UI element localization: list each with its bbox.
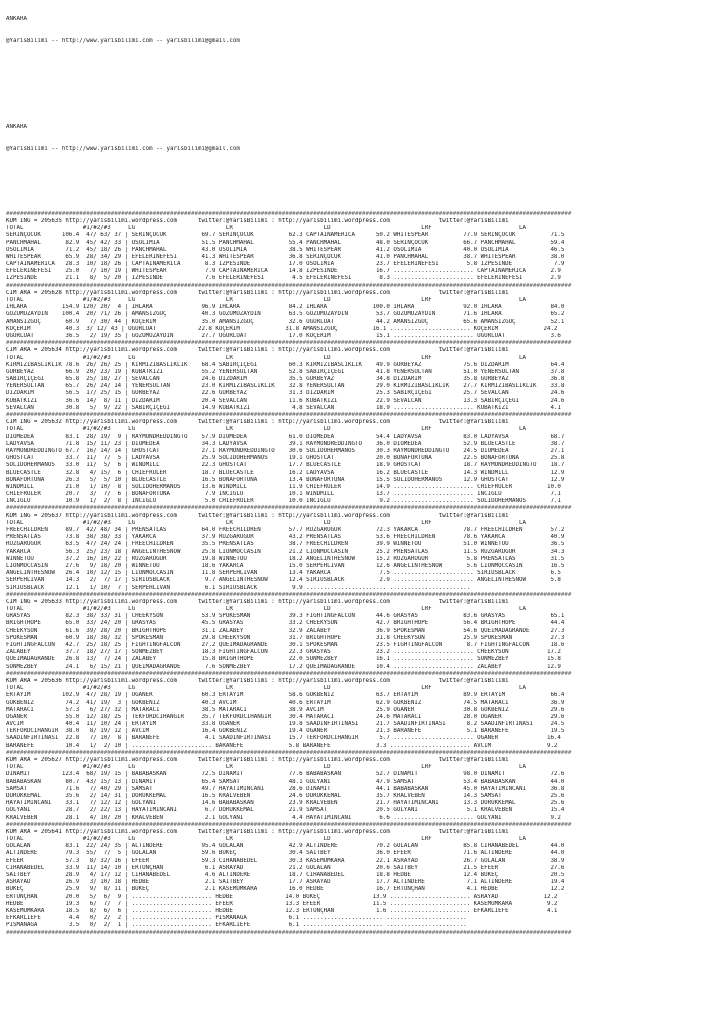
table-row: EFELERINEFESI 25.0 7/ 10/ 19 | WHITESPEAR 7.9 CAPTAINAMERICA 14.8 IZPESINDE 16.7 ....................... CAPTAINAMERICA 2.9 bbox=[6, 268, 561, 275]
race-section bbox=[6, 340, 718, 412]
table-row: WINNETOU 37.2 16/ 10/ 22 | RÜZGARUGUR 19.8 WINNETOU 18.2 ANGELINTHESNOW 15.2 RÜZGARUGUR 5.8 PRENSATLAS 31.5 bbox=[6, 555, 565, 562]
table-row: ALTINDERE 79.3 55/ 7/ 5 | GÖLALAN 59.6 BÜKEÇ 30.4 SAITBEY 36.0 EFEER 71.6 ALTINDERE 44.0 bbox=[6, 850, 565, 857]
table-row: KUBATKIZI 36.6 14/ 8/ 11 | DIZDARIM 20.4 SEVALCAN 11.6 KUBATKIZI 22.9 SEVALCAN 13.3 SABIRÇIÇEGI 24.6 bbox=[6, 397, 565, 404]
table-row: GÖLALAN 83.1 22/ 24/ 35 | ALTINDERE 95.4 GÖLALAN 42.9 ALTINDERE 70.2 GÖLALAN 85.8 CIHANABEDEL 44.0 bbox=[6, 843, 565, 850]
separator-line: ################################################################################################################################################################## bbox=[6, 210, 572, 217]
table-row: OSOLIMIA 71.2 45/ 18/ 26 | PANCHMAHAL 43.0 OSOLIMIA 38.5 WHITESPEAR 41.2 OSOLIMIA 40.0 OSOLIMIA 46.5 bbox=[6, 246, 565, 253]
table-row: CAPTAINAMERICA 28.3 10/ 18/ 26 | CAPTAINAMERICA 8.3 IZPESINDE 17.0 OSOLIMIA 23.7 EFELERINEFESI 5.8 IZPESINDE 7.9 bbox=[6, 261, 565, 268]
separator-line: ################################################################################################################################################################## bbox=[6, 412, 572, 418]
table-row: FIGHTINGFALCON 42.7 25/ 18/ 25 | FIGHTINGFALCON 27.2 QUEIMADAGRANDE 30.1 SPOKESMAN 23.5 FIGHTINGFALCON 8.7 FIGHTINGFALCON 18.6 bbox=[6, 642, 565, 648]
spacer bbox=[6, 103, 718, 110]
table-row: ASRAYAD 26.9 3/ 10/ 18 | HEDBE 2.1 SAITBEY 17.7 ASRAYAD 17.7 ALTINDERE 7.1 ALTINDERE 19.4 bbox=[6, 879, 565, 886]
table-row: PRENSATLAS 73.8 38/ 38/ 33 | YAKARCA 37.9 RÜZGARUGUR 43.2 PRENSATLAS 53.6 FREECHILDREN 78.6 YAKARCA 40.9 bbox=[6, 534, 565, 541]
table-row: BARANEFE 10.4 1/ 2/ 10 | ....................... BARANEFE 5.8 BARANEFE 3.3 ....................... AVCIM 9.2 bbox=[6, 742, 558, 749]
table-row: KOÇERIM 40.3 3/ 12/ 43 | UGURLUAT 22.8 KOÇERIM 31.8 AMANSIZGÜÇ 16.1 ....................... KOÇERIM 24.2 bbox=[6, 325, 558, 332]
race-list bbox=[6, 211, 718, 937]
race-title: CIM ARA = 205634 http://yarisbilimi.wordpress.com twitter:@YarisBilimi : http://yarisbilimi.wordpress.com twitter:@YarisBilimi bbox=[6, 347, 509, 354]
table-row: TEKFORDCIHANGIR 38.0 8/ 19/ 12 | AVCIM 16.4 GÖKBENIZ 19.4 OGANER 21.3 BARANEFE 5.1 BARANEFE 19.5 bbox=[6, 728, 565, 735]
table-row: QUEIMADAGRANDE 26.8 13/ 7/ 24 | ZALABEY 15.8 BRIGHTHOPE 22.0 SÖNMEZBEY 16.1 ....................... SÖNMEZBEY 15.8 bbox=[6, 656, 561, 663]
race-section bbox=[6, 283, 718, 341]
table-row: SERINÇOCUK 106.4 47/ 63/ 37 | SERINÇOCUK 69.7 SERINÇOCUK 62.3 CAPTAINAMERICA 50.2 WHITESPEAR 77.9 SERINÇOCUK 71.5 bbox=[6, 232, 565, 239]
table-row: SABIRÇIÇEGI 65.8 25/ 18/ 27 | SEVALCAN 24.6 DIZDARIM 35.5 GÜRBEYAZ 34.8 DIZDARIM 35.8 GÜRBEYAZ 36.8 bbox=[6, 376, 565, 383]
table-row: PANCHMAHAL 82.9 45/ 42/ 33 | OSOLIMIA 51.5 PANCHMAHAL 55.4 PANCHMAHAL 48.0 SERINÇOCUK 66.7 PANCHMAHAL 59.4 bbox=[6, 239, 565, 246]
table-row: GÖZÜMÜZAYDIN 100.4 20/ 71/ 26 | AMANSIZGÜÇ 40.3 GÖZÜMÜZAYDIN 63.5 GÖZÜMÜZAYDIN 53.7 GÖZÜMÜZAYDIN 71.6 IHLARA 65.2 bbox=[6, 311, 565, 318]
table-row: OGANER 55.0 12/ 18/ 25 | TEKFORDCIHANGIR 35.7 TEKFORDCIHANGIR 30.4 MATARACI 24.6 MATARACI 28.0 OGANER 29.6 bbox=[6, 713, 565, 720]
table-row: HEDBE 19.3 6/ 7/ 7 | ....................... EFEER 13.3 EFEER 11.5 ....................... KASEMUMKARA 9.2 bbox=[6, 900, 558, 907]
table-row: RÜZGARUGUR 63.5 47/ 24/ 24 | FREECHILDREN 35.5 PRENSATLAS 38.7 FREECHILDREN 39.9 WINNETOU 51.0 WINNETOU 36.5 bbox=[6, 541, 565, 548]
table-row: GHOSTCAT 33.7 11/ 7/ 5 | LADYAVSA 25.9 SOLIDOHERMANOS 19.1 GHOSTCAT 20.0 BONAFORTUNA 22.5 BONAFORTUNA 25.8 bbox=[6, 455, 565, 462]
table-row: DORUKKEMAL 35.6 2/ 14/ 31 | DORUKKEMAL 16.5 KRALVEBEN 24.6 DORUKKEMAL 35.7 KRALVEBEN 14.3 SAMSAT 25.6 bbox=[6, 792, 565, 799]
table-row: CHIEFRULER 20.7 3/ 7/ 6 | BONAFORTUNA 7.9 INCIGLU 10.1 WINDMILL 13.7 ....................... INCIGLU 7.1 bbox=[6, 491, 561, 498]
race-title: KUM ARA = 205636 http://yarisbilimi.wordpress.com twitter:@YarisBilimi : http://yarisbilimi.wordpress.com twitter:@YarisBilimi bbox=[6, 677, 509, 684]
table-row: SOLIDOHERMANOS 33.0 11/ 5/ 6 | WINDMILL 22.3 GHOSTCAT 17.7 BLUECASTLE 18.9 GHOSTCAT 18.7 RAYMONDREDDINGTO 18.7 bbox=[6, 462, 565, 469]
column-header: TOTAL #1/#2/#3 LG LR LD LRF LA bbox=[6, 519, 527, 526]
table-row: CHEEKYSON 61.6 39/ 28/ 20 | BRIGHTHOPE 31.1 ZALABEY 32.9 ZALABEY 36.9 SPOKESMAN 54.6 QUEIMADAGRANDE 27.3 bbox=[6, 627, 565, 634]
separator-line: ################################################################################################################################################################## bbox=[6, 929, 572, 936]
race-section bbox=[6, 211, 718, 283]
separator-line: ################################################################################################################################################################## bbox=[6, 670, 572, 677]
table-row: GÖKBENIZ 74.2 41/ 19/ 3 | GÖKBENIZ 40.3 AVCIM 40.6 ERTAYIM 62.9 GÖKBENIZ 74.5 MATARACI 36.9 bbox=[6, 699, 565, 706]
spacer bbox=[6, 168, 718, 175]
table-row: IHLARA 154.9 120/ 20/ 4 | IHLARA 96.9 IHLARA 84.2 IHLARA 100.0 IHLARA 92.0 IHLARA 84.0 bbox=[6, 304, 565, 311]
table-row: KRALVEBEN 28.1 4/ 10/ 20 | KRALVEBEN 2.1 GÖLYANI 4.4 HAYATIMINCANI 6.6 ....................... GÖLYANI 9.2 bbox=[6, 814, 561, 821]
separator-line: ################################################################################################################################################################## bbox=[6, 340, 572, 347]
separator-line: ################################################################################################################################################################## bbox=[6, 749, 572, 756]
race-title: KUM ING = 205635 http://yarisbilimi.wordpress.com twitter:@YarisBilimi : http://yarisbilimi.wordpress.com twitter:@YarisBilimi bbox=[6, 217, 509, 224]
city-title-1: ANKARA bbox=[6, 16, 27, 23]
table-row: SIRIUSBLACK 12.1 1/ 10/ 7 | SERPEHLIVAN 6.1 SIRIUSBLACK 9.9 ....................... ....................... bbox=[6, 584, 471, 591]
table-row: UGURLUAT 36.5 2/ 19/ 35 | GÖZÜMÜZAYDIN 27.7 UGURLUAT 17.0 KOÇERIM 15.1 ....................... UGURLUAT 3.6 bbox=[6, 332, 561, 339]
race-section bbox=[6, 671, 718, 750]
race-title: KUM ARA = 205641 http://yarisbilimi.wordpress.com twitter:@YarisBilimi : http://yarisbilimi.wordpress.com twitter:@YarisBilimi bbox=[6, 828, 509, 835]
table-row: WHITESPEAR 65.9 28/ 34/ 29 | EFELERINEFESI 41.3 WHITESPEAR 36.8 SERINÇOCUK 41.0 PANCHMAHAL 38.7 WHITESPEAR 38.0 bbox=[6, 253, 565, 260]
table-row: FREECHILDREN 89.7 42/ 48/ 34 | PRENSATLAS 64.0 FREECHILDREN 57.7 RÜZGARUGUR 72.3 YAKARCA 78.7 FREECHILDREN 57.2 bbox=[6, 527, 565, 533]
city-title-2: ANKARA bbox=[6, 124, 27, 131]
table-row: RAYMONDREDDINGTO 67.7 16/ 14/ 14 | GHOSTCAT 27.1 RAYMONDREDDINGTO 30.6 SOLIDOHERMANOS 30.3 RAYMONDREDDINGTO 24.5 DIOMEDEA 27.1 bbox=[6, 447, 565, 454]
race-section bbox=[6, 750, 718, 822]
table-row: DINAMIT 123.4 68/ 19/ 15 | BABABASKAN 72.5 DINAMIT 77.6 BABABASKAN 52.7 DINAMIT 98.0 DINAMIT 72.6 bbox=[6, 771, 565, 778]
table-row: BRIGHTHOPE 65.0 33/ 24/ 20 | GRASYAS 45.5 GRASYAS 33.2 CHEEKYSON 42.7 BRIGHTHOPE 56.4 BRIGHTHOPE 44.4 bbox=[6, 620, 565, 627]
race-title: KUM ING = 205637 http://yarisbilimi.wordpress.com twitter:@YarisBilimi : http://yarisbilimi.wordpress.com twitter:@YarisBilimi bbox=[6, 512, 509, 519]
table-row: ZALABEY 37.7 18/ 27/ 17 | SÖNMEZBEY 18.3 FIGHTINGFALCON 22.3 GRASYAS 23.2 ....................... CHEEKYSON 17.2 bbox=[6, 649, 561, 656]
race-section bbox=[6, 505, 718, 591]
column-header: TOTAL #1/#2/#3 LG LR LD LRF LA bbox=[6, 836, 527, 843]
table-row: SEVALCAN 30.8 5/ 9/ 22 | SABIRÇIÇEGI 14.9 KUBATKIZI 4.8 SEVALCAN 18.9 ....................... KUBATKIZI 4.1 bbox=[6, 404, 561, 411]
table-row: MATARACI 57.3 6/ 27/ 32 | MATARACI 38.5 MATARACI 38.9 AVCIM 25.9 OGANER 30.8 GÖKBENIZ 29.6 bbox=[6, 706, 565, 713]
separator-line: ################################################################################################################################################################## bbox=[6, 591, 572, 598]
race-section bbox=[6, 822, 718, 930]
results-document bbox=[6, 2, 718, 944]
race-title: CIM ING = 205632 http://yarisbilimi.wordpress.com twitter:@YarisBilimi : http://yarisbilimi.wordpress.com twitter:@YarisBilimi bbox=[6, 419, 509, 426]
table-row: EFEER 57.3 8/ 32/ 16 | EFEER 59.3 CIHANABEDEL 30.3 KASEMUMKARA 22.1 ASRAYAD 26.7 GÖLALAN 38.9 bbox=[6, 857, 565, 864]
table-row: KASEMUMKARA 18.5 8/ 6/ 6 | ....................... HEDBE 12.3 ERTUNÇHAN 1.6 ....................... EFKARLIEFE 4.1 bbox=[6, 907, 558, 914]
table-row: ERTUNÇHAN 20.0 5/ 6/ 9 | ....................... HEDBE 14.0 BÜKEÇ 13.9 ....................... ASRAYAD 12.2 bbox=[6, 893, 558, 900]
table-row: PISMANAGA 3.5 0/ 2/ 1 | ....................... EFKARLIEFE 6.1 ....................... ....................... bbox=[6, 922, 467, 929]
table-row: SAITBEY 28.9 4/ 17/ 12 | CIHANABEDEL 4.6 ALTINDERE 18.7 CIHANABEDEL 18.8 HEDBE 12.4 BÜKEÇ 20.5 bbox=[6, 872, 565, 878]
column-header: TOTAL #1/#2/#3 LG LR LD LRF LA bbox=[6, 426, 527, 433]
table-row: INCIGLU 10.9 1/ 2/ 8 | INCIGLU 5.0 CHIEFRULER 10.0 INCIGLU 9.2 ....................... SOLIDOHERMANOS 7.1 bbox=[6, 498, 561, 505]
spacer bbox=[6, 60, 718, 67]
table-row: GRASYAS 82.3 38/ 33/ 31 | CHEEKYSON 53.9 SPOKESMAN 39.3 FIGHTINGFALCON 44.6 GRASYAS 83.6 GRASYAS 65.1 bbox=[6, 613, 565, 620]
column-header: TOTAL #1/#2/#3 LG LR LD LRF LA bbox=[6, 764, 527, 771]
table-row: EFKARLIEFE 4.4 0/ 2/ 2 | ....................... PISMANAGA 6.1 ....................... ....................... bbox=[6, 915, 467, 922]
column-header: TOTAL #1/#2/#3 LG LR LD LRF LA bbox=[6, 225, 527, 232]
race-title: CIM ING = 205633 http://yarisbilimi.wordpress.com twitter:@YarisBilimi : http://yarisbilimi.wordpress.com twitter:@YarisBilimi bbox=[6, 598, 509, 605]
table-row: YAKARCA 56.3 25/ 23/ 18 | ANGELINTHESNOW 25.8 LIONMOCCASIN 21.2 LIONMOCCASIN 25.2 PRENSATLAS 11.5 RÜZGARUGUR 34.3 bbox=[6, 548, 565, 555]
spacer bbox=[6, 81, 718, 88]
column-header: TOTAL #1/#2/#3 LG LR LD LRF LA bbox=[6, 606, 527, 613]
table-row: YENERSULTAN 65.7 26/ 24/ 14 | YENERSULTAN 23.0 KIRMIZIBASLIKLIK 32.8 YENERSULTAN 29.0 KIRMIZIBASLIKLIK 27.7 KIRMIZIBASLIKLIK 33.8 bbox=[6, 383, 565, 390]
spacer bbox=[6, 189, 718, 196]
table-row: SAADINFIRTINASI 22.8 7/ 10/ 8 | BARANEFE 4.1 SAADINFIRTINASI 15.7 TEKFORDCIHANGIR 5.7 ....................... OGANER 16.4 bbox=[6, 735, 561, 742]
table-row: SPOKESMAN 60.9 18/ 38/ 32 | SPOKESMAN 29.8 CHEEKYSON 31.7 BRIGHTHOPE 31.8 CHEEKYSON 25.9 SPOKESMAN 27.3 bbox=[6, 634, 565, 641]
table-row: SÖNMEZBEY 24.1 6/ 15/ 21 | QUEIMADAGRANDE 7.6 SÖNMEZBEY 17.2 QUEIMADAGRANDE 10.4 ....................... ZALABEY 12.9 bbox=[6, 663, 561, 670]
column-header: TOTAL #1/#2/#3 LG LR LD LRF LA bbox=[6, 685, 527, 692]
separator-line: ################################################################################################################################################################## bbox=[6, 821, 572, 828]
table-row: AVCIM 40.4 11/ 10/ 24 | ERTAYIM 33.8 OGANER 19.8 SAADINFIRTINASI 21.7 SAADINFIRTINASI 8.2 SAADINFIRTINASI 24.5 bbox=[6, 721, 565, 728]
race-section bbox=[6, 592, 718, 671]
race-title: KUM ARA = 205627 http://yarisbilimi.wordpress.com twitter:@YarisBilimi : http://yarisbilimi.wordpress.com twitter:@YarisBilimi bbox=[6, 757, 509, 763]
table-row: BÜKEÇ 25.9 9/ 8/ 11 | BÜKEÇ 2.1 KASEMUMKARA 16.0 HEDBE 16.7 ERTUNÇHAN 4.1 HEDBE 12.2 bbox=[6, 886, 565, 893]
race-title: CIM ARA = 205628 http://yarisbilimi.wordpress.com twitter:@YarisBilimi : http://yarisbilimi.wordpress.com twitter:@YarisBilimi bbox=[6, 289, 509, 296]
separator-line: ################################################################################################################################################################## bbox=[6, 505, 572, 512]
table-row: DIOMEDEA 83.1 28/ 19/ 9 | RAYMONDREDDINGTO 57.9 DIOMEDEA 61.0 DIOMEDEA 54.4 LADYAVSA 83.0 LADYAVSA 68.7 bbox=[6, 433, 565, 440]
table-row: BABABASKAN 80.7 43/ 15/ 13 | DINAMIT 65.4 SAMSAT 48.1 GÖLYANI 47.9 SAMSAT 53.4 BABABASKAN 44.0 bbox=[6, 778, 565, 785]
table-row: ERTAYIM 102.9 47/ 28/ 19 | OGANER 60.3 ERTAYIM 58.6 GÖKBENIZ 63.7 ERTAYIM 89.9 ERTAYIM 66.4 bbox=[6, 692, 565, 699]
race-section bbox=[6, 412, 718, 505]
contact-line-1: @YarisBilimi -- http://www.yarisbilimi.com -- yarisbilimi@gmail.com bbox=[6, 38, 240, 44]
table-row: SAMSAT 71.6 7/ 40/ 29 | SAMSAT 49.7 HAYATIMINCANI 28.6 DINAMIT 44.1 BABABASKAN 45.0 HAYATIMINCANI 36.8 bbox=[6, 785, 565, 792]
contact-line-2: @YarisBilimi -- http://www.yarisbilimi.com -- yarisbilimi@gmail.com bbox=[6, 145, 240, 152]
table-row: HAYATIMINCANI 33.1 7/ 12/ 12 | GÖLYANI 14.6 BABABASKAN 23.9 KRALVEBEN 21.7 HAYATIMINCANI 13.3 DORUKKEMAL 25.6 bbox=[6, 800, 565, 807]
column-header: TOTAL #1/#2/#3 LG LR LD LRF LA bbox=[6, 354, 527, 361]
table-row: ANGELINTHESNOW 26.4 10/ 12/ 15 | LIONMOCCASIN 11.8 SERPEHLIVAN 13.4 YAKARCA 7.5 ....................... SIRIUSBLACK 6.5 bbox=[6, 570, 561, 577]
table-row: BONAFORTUNA 26.3 5/ 5/ 10 | BLUECASTLE 16.5 BONAFORTUNA 13.4 BONAFORTUNA 15.5 SOLIDOHERMANOS 12.9 GHOSTCAT 12.9 bbox=[6, 476, 565, 483]
separator-line: ################################################################################################################################################################## bbox=[6, 282, 572, 289]
table-row: LIONMOCCASIN 27.6 9/ 18/ 20 | WINNETOU 18.6 YAKARCA 15.0 SERPEHLIVAN 12.6 ANGELINTHESNOW 5.6 LIONMOCCASIN 16.5 bbox=[6, 562, 565, 569]
column-header: TOTAL #1/#2/#3 LG LR LD LRF LA bbox=[6, 297, 527, 303]
table-row: LADYAVSA 71.8 15/ 11/ 23 | DIOMEDEA 34.3 LADYAVSA 39.1 RAYMONDREDDINGTO 36.0 DIOMEDEA 52.9 BLUECASTLE 38.7 bbox=[6, 440, 565, 447]
table-row: KIRMIZIBASLIKLIK 78.6 26/ 26/ 25 | KIRMIZIBASLIKLIK 68.4 SABIRÇIÇEGI 60.3 KIRMIZIBASLIKLIK 49.9 GÜRBEYAZ 75.6 DIZDARIM 64.4 bbox=[6, 361, 565, 368]
table-row: BLUECASTLE 32.8 4/ 15/ 6 | CHIEFRULER 18.7 BLUECASTLE 16.2 LADYAVSA 16.2 BLUECASTLE 14.3 WINDMILL 12.9 bbox=[6, 469, 565, 476]
table-row: WINDMILL 21.0 1/ 10/ 8 | SOLIDOHERMANOS 13.6 WINDMILL 11.9 CHIEFRULER 14.9 ....................... CHIEFRULER 10.0 bbox=[6, 483, 561, 490]
table-row: DIZDARIM 56.5 17/ 25/ 15 | GÜRBEYAZ 22.6 GÜRBEYAZ 31.3 DIZDARIM 25.3 SABIRÇIÇEGI 25.7 SEVALCAN 24.6 bbox=[6, 390, 565, 397]
table-row: AMANSIZGÜÇ 60.9 7/ 30/ 44 | KOÇERIM 35.0 AMANSIZGÜÇ 32.6 UGURLUAT 44.2 AMANSIZGÜÇ 65.6 AMANSIZGÜÇ 52.1 bbox=[6, 318, 565, 325]
table-row: IZPESINDE 21.1 8/ 5/ 20 | IZPESINDE 7.6 EFELERINEFESI 4.5 EFELERINEFESI 8.3 ....................... EFELERINEFESI 2.9 bbox=[6, 275, 561, 282]
table-row: CIHANABEDEL 33.9 11/ 14/ 10 | ERTUNÇHAN 6.1 ASRAYAD 21.2 GÖLALAN 20.6 SAITBEY 21.5 EFEER 27.6 bbox=[6, 864, 565, 871]
table-row: GÜRBEYAZ 66.9 20/ 23/ 19 | KUBATKIZI 55.2 YENERSULTAN 52.8 SABIRÇIÇEGI 41.8 YENERSULTAN 51.0 YENERSULTAN 37.8 bbox=[6, 368, 565, 375]
table-row: SERPEHLIVAN 14.3 2/ 7/ 17 | SIRIUSBLACK 9.7 ANGELINTHESNOW 12.4 SIRIUSBLACK 2.9 ....................... ANGELINTHESNOW 5.8 bbox=[6, 577, 561, 584]
table-row: GÖLYANI 28.7 2/ 22/ 13 | HAYATIMINCANI 6.7 DORUKKEMAL 21.9 SAMSAT 20.5 GÖLYANI 5.1 KRALVEBEN 15.4 bbox=[6, 807, 565, 814]
